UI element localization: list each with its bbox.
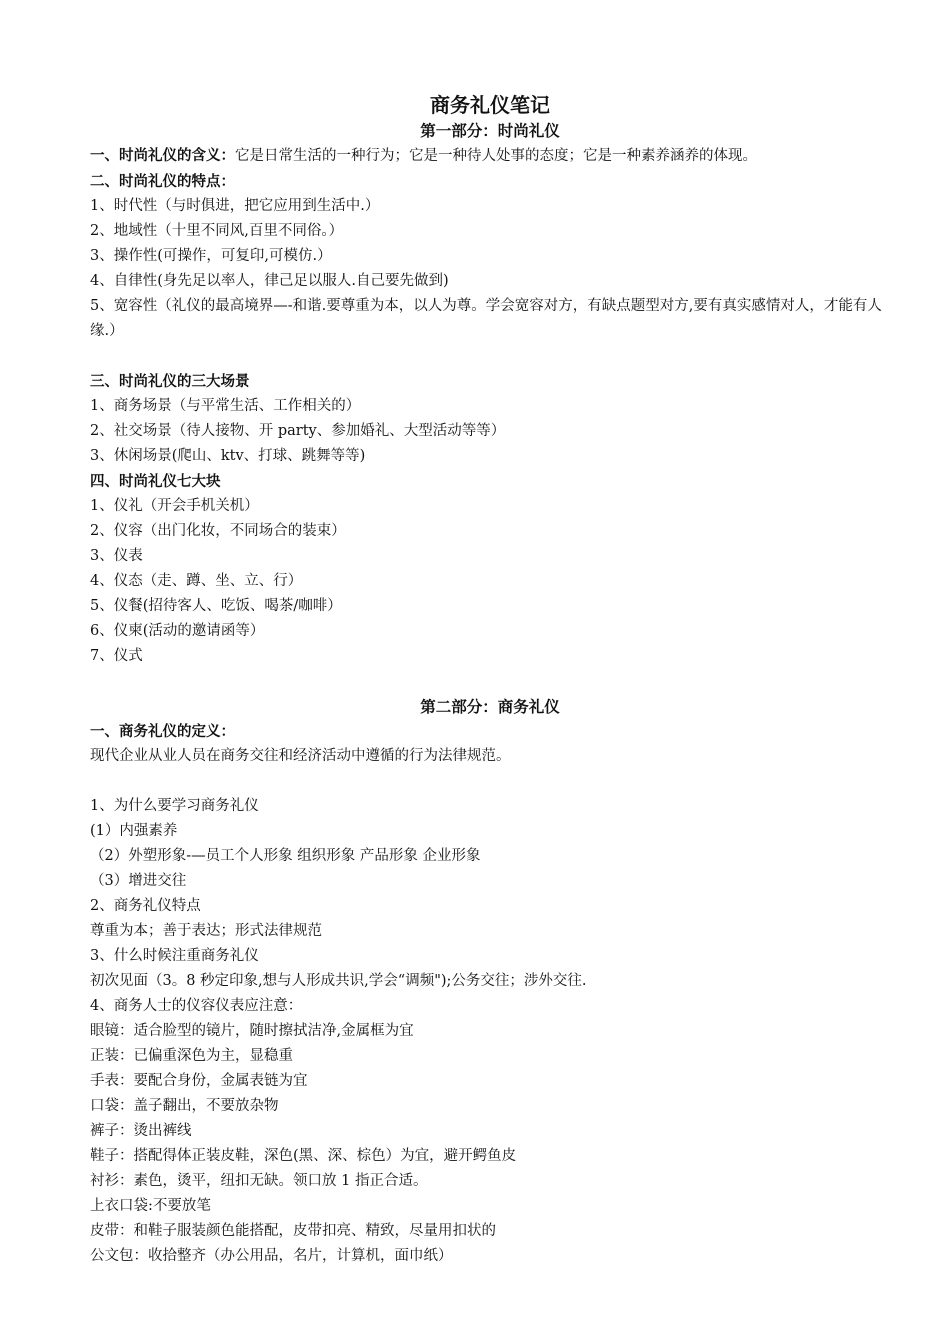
list-item: 3、休闲场景(爬山、ktv、打球、跳舞等等) [90, 448, 366, 464]
document-page [90, 92, 890, 1269]
list-item: 尊重为本；善于表达；形式法律规范 [90, 923, 322, 939]
list-item: 眼镜：适合脸型的镜片，随时擦拭洁净,金属框为宜 [90, 1023, 414, 1039]
list-item: 2、社交场景（待人接物、开 party、参加婚礼、大型活动等等） [90, 423, 506, 439]
list-item: 手表：要配合身份，金属表链为宜 [90, 1073, 308, 1089]
list-item: 6、仪柬(活动的邀请函等） [90, 623, 265, 639]
part2-definition-text: 现代企业从业人员在商务交往和经济活动中遵循的行为法律规范。 [90, 748, 511, 764]
list-item: 3、操作性(可操作，可复印,可模仿.） [90, 248, 332, 264]
list-item: 口袋：盖子翻出，不要放杂物 [90, 1098, 279, 1114]
part2-lines [90, 794, 890, 1269]
part1-scenes-label: 三、时尚礼仪的三大场景 [90, 373, 250, 390]
list-item: 7、仪式 [90, 648, 143, 664]
list-item: 1、时代性（与时俱进，把它应用到生活中.） [90, 198, 380, 214]
list-item: 衬衫：素色，烫平，纽扣无缺。领口放 1 指正合适。 [90, 1173, 428, 1189]
spacer [90, 769, 890, 794]
list-item: 4、自律性(身先足以率人，律己足以服人.自己要先做到) [90, 273, 449, 289]
list-item: 初次见面（3。8 秒定印象,想与人形成共识,学会“调频");公务交往；涉外交往. [90, 973, 587, 989]
list-item: 1、为什么要学习商务礼仪 [90, 798, 259, 814]
list-item: 5、宽容性（礼仪的最高境界—-和谐.要尊重为本，以人为尊。学会宽容对方，有缺点题型对方,要有真实感情对人，才能有人缘.） [90, 298, 882, 339]
list-item: 上衣口袋:不要放笔 [90, 1198, 211, 1214]
part1-definition [90, 143, 890, 169]
list-item: 4、商务人士的仪容仪表应注意： [90, 998, 303, 1014]
list-item: 2、地域性（十里不同风,百里不同俗。） [90, 223, 344, 239]
part2-definition-label: 一、商务礼仪的定义： [90, 723, 235, 740]
list-item: 正装：已偏重深色为主，显稳重 [90, 1048, 293, 1064]
list-item: 鞋子：搭配得体正装皮鞋，深色(黑、深、棕色）为宜，避开鳄鱼皮 [90, 1148, 517, 1164]
part1-definition-text: 它是日常生活的一种行为；它是一种待人处事的态度；它是一种素养涵养的体现。 [235, 148, 757, 164]
part1-blocks-label: 四、时尚礼仪七大块 [90, 473, 221, 490]
part1-features-label: 二、时尚礼仪的特点： [90, 173, 235, 190]
list-item: (1）内强素养 [90, 823, 178, 839]
list-item: 2、商务礼仪特点 [90, 898, 201, 914]
spacer [90, 669, 890, 694]
list-item: 2、仪容（出门化妆，不同场合的装束） [90, 523, 346, 539]
part1-definition-label: 一、时尚礼仪的含义： [90, 147, 235, 164]
document-title: 商务礼仪笔记 [430, 93, 550, 117]
list-item: 裤子：烫出裤线 [90, 1123, 192, 1139]
part1-heading: 第一部分：时尚礼仪 [420, 121, 560, 140]
list-item: 1、商务场景（与平常生活、工作相关的） [90, 398, 361, 414]
list-item: 皮带：和鞋子服装颜色能搭配，皮带扣亮、精致，尽量用扣状的 [90, 1223, 496, 1239]
list-item: 5、仪餐(招待客人、吃饭、喝茶/咖啡） [90, 598, 342, 614]
list-item: 3、仪表 [90, 548, 143, 564]
list-item: 公文包：收拾整齐（办公用品，名片，计算机，面巾纸） [90, 1248, 453, 1264]
list-item: 4、仪态（走、蹲、坐、立、行） [90, 573, 303, 589]
list-item: （2）外塑形象-—员工个人形象 组织形象 产品形象 企业形象 [90, 848, 481, 864]
spacer [90, 344, 890, 369]
part2-heading: 第二部分：商务礼仪 [420, 697, 560, 716]
list-item: 3、什么时候注重商务礼仪 [90, 948, 259, 964]
list-item: （3）增进交往 [90, 873, 187, 889]
list-item: 1、仪礼（开会手机关机） [90, 498, 259, 514]
